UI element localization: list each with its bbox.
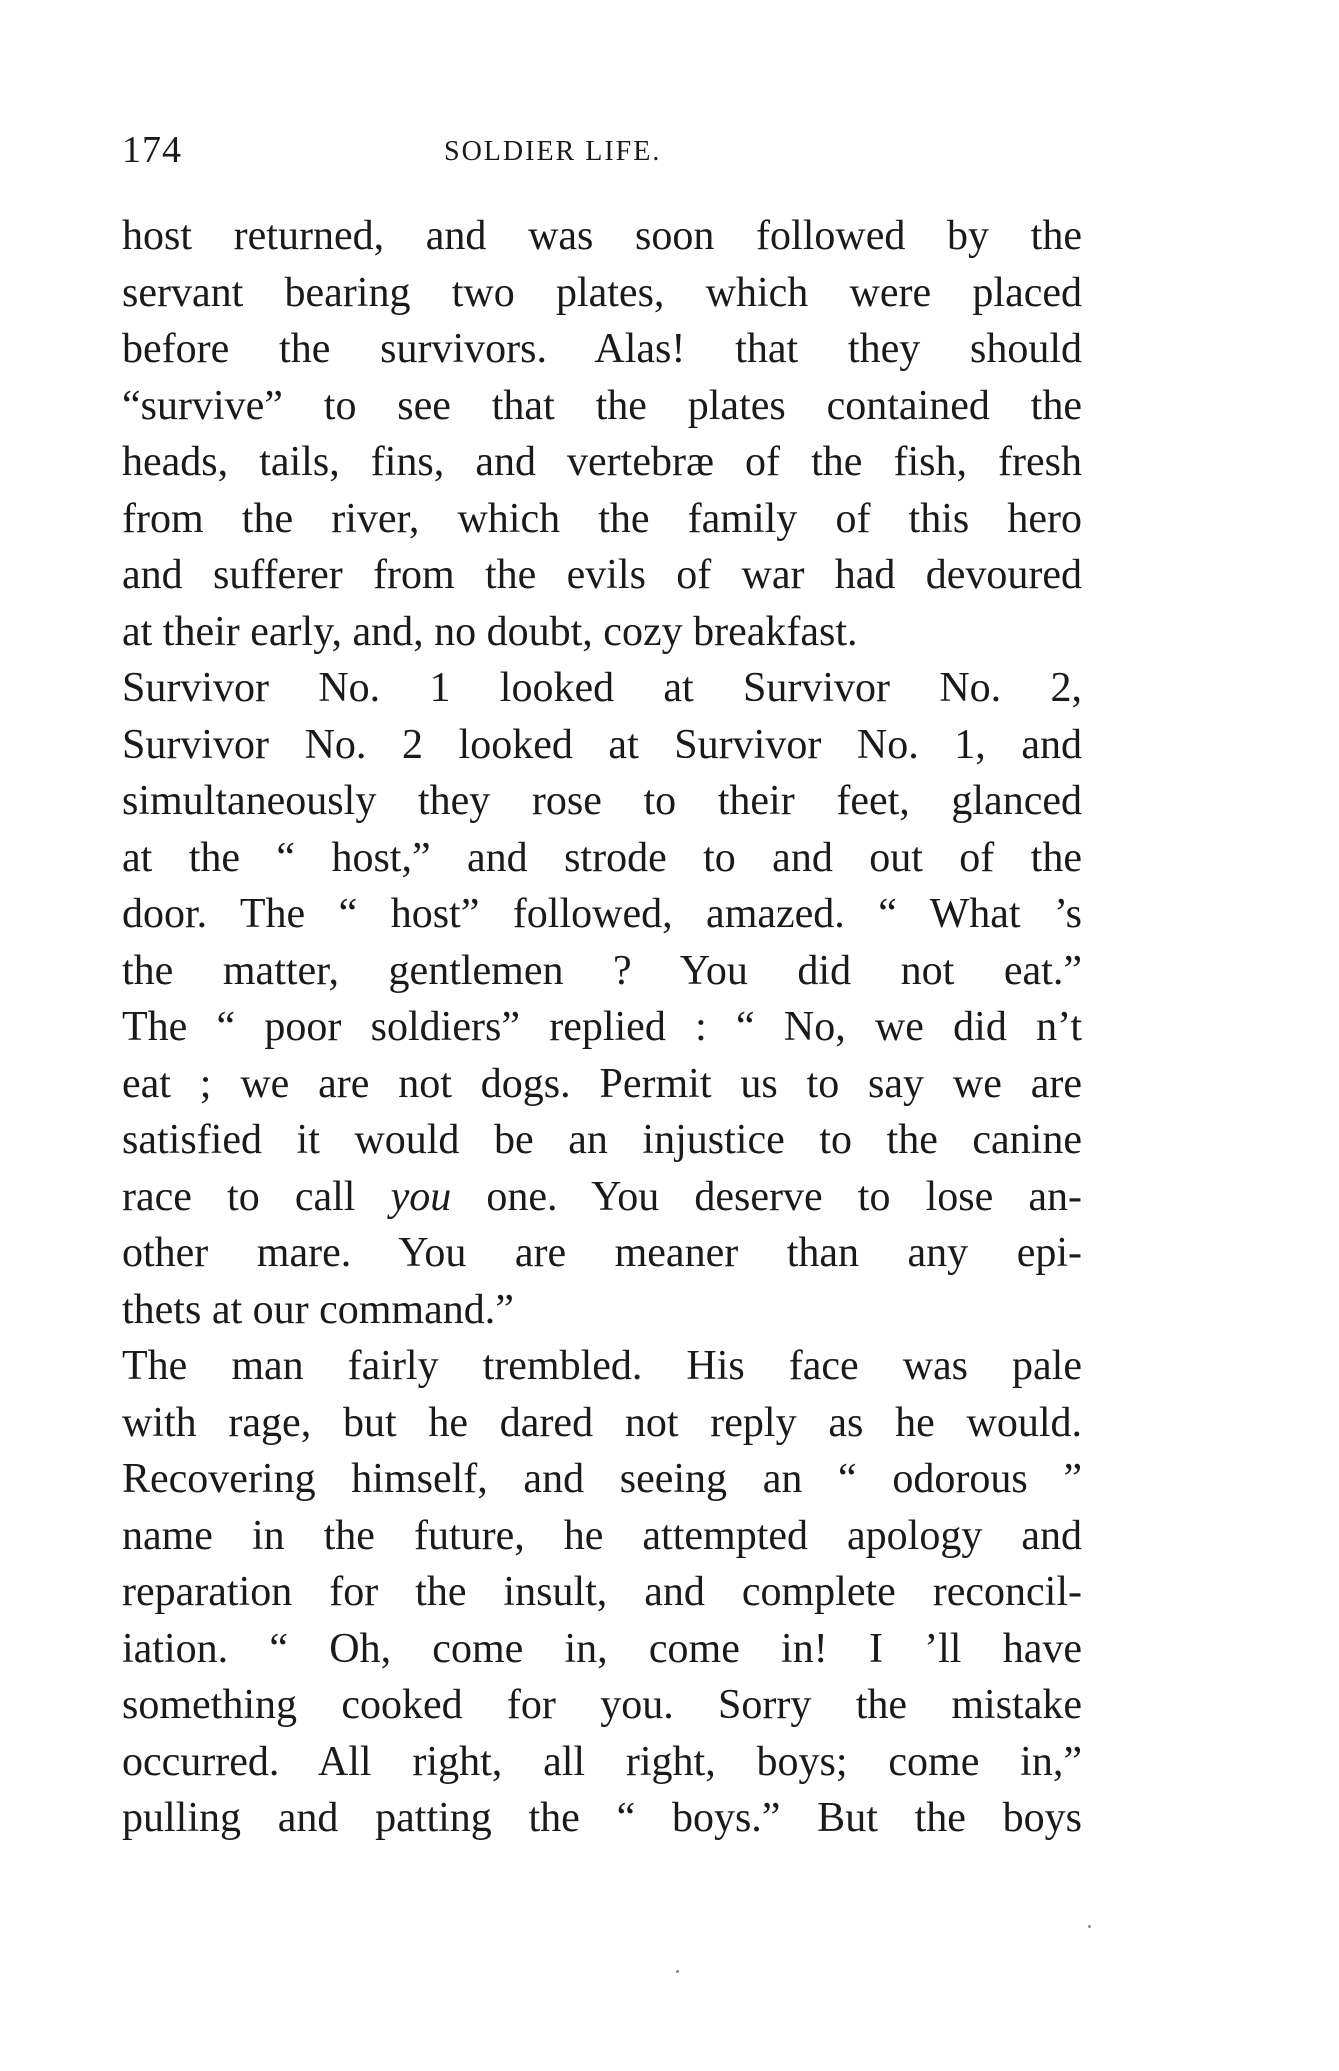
text-line: at their early, and, no doubt, cozy breakfast. — [122, 608, 858, 655]
text-line: Survivor No. 1 looked at Survivor No. 2, — [122, 665, 1082, 711]
text-line: heads, tails, fins, and vertebræ of the fish, fresh — [122, 439, 1082, 485]
text-line: before the survivors. Alas! that they should — [122, 326, 1082, 372]
text-line: from the river, which the family of this hero — [122, 495, 1082, 542]
paragraph-2 — [122, 660, 1082, 1338]
text-line: the matter, gentlemen ? You did not eat.” — [122, 947, 1082, 994]
text-line: The man fairly trembled. His face was pale — [122, 1343, 1082, 1389]
running-title: SOLDIER LIFE. — [444, 136, 662, 167]
text-line: thets at our command.” — [122, 1286, 514, 1333]
book-page — [122, 128, 1082, 1847]
text-line: satisfied it would be an injustice to the canine — [122, 1117, 1082, 1163]
paragraph-3 — [122, 1338, 1082, 1847]
text-line: The “ poor soldiers” replied : “ No, we did n’t — [122, 1004, 1082, 1050]
text-line: eat ; we are not dogs. Permit us to say we are — [122, 1060, 1082, 1107]
text-line: host returned, and was soon followed by the — [122, 213, 1082, 259]
text-line: at the “ host,” and strode to and out of the — [122, 834, 1082, 881]
text-line: Recovering himself, and seeing an “ odorous ” — [122, 1456, 1082, 1502]
text-line: race to call you one. You deserve to lose an- — [122, 1173, 1082, 1220]
text-line: “survive” to see that the plates contained the — [122, 382, 1082, 429]
paragraph-1 — [122, 208, 1082, 660]
running-head — [122, 128, 1082, 184]
text-line: servant bearing two plates, which were placed — [122, 269, 1082, 316]
text-line: with rage, but he dared not reply as he would. — [122, 1399, 1082, 1446]
text-line: iation. “ Oh, come in, come in! I ’ll have — [122, 1625, 1082, 1672]
text-line: simultaneously they rose to their feet, glanced — [122, 778, 1082, 824]
text-line: door. The “ host” followed, amazed. “ What ’s — [122, 891, 1082, 937]
text-line: Survivor No. 2 looked at Survivor No. 1, and — [122, 721, 1082, 768]
text-line: and sufferer from the evils of war had devoured — [122, 552, 1082, 598]
print-speck — [1088, 1925, 1091, 1928]
print-speck — [676, 1970, 679, 1973]
page-number: 174 — [122, 129, 182, 171]
text-line: reparation for the insult, and complete reconcil- — [122, 1569, 1082, 1615]
text-line: other mare. You are meaner than any epi- — [122, 1230, 1082, 1276]
text-line: pulling and patting the “ boys.” But the boys — [122, 1795, 1082, 1841]
text-line: occurred. All right, all right, boys; come in,” — [122, 1738, 1082, 1785]
text-line: something cooked for you. Sorry the mistake — [122, 1682, 1082, 1728]
text-line: name in the future, he attempted apology and — [122, 1512, 1082, 1559]
